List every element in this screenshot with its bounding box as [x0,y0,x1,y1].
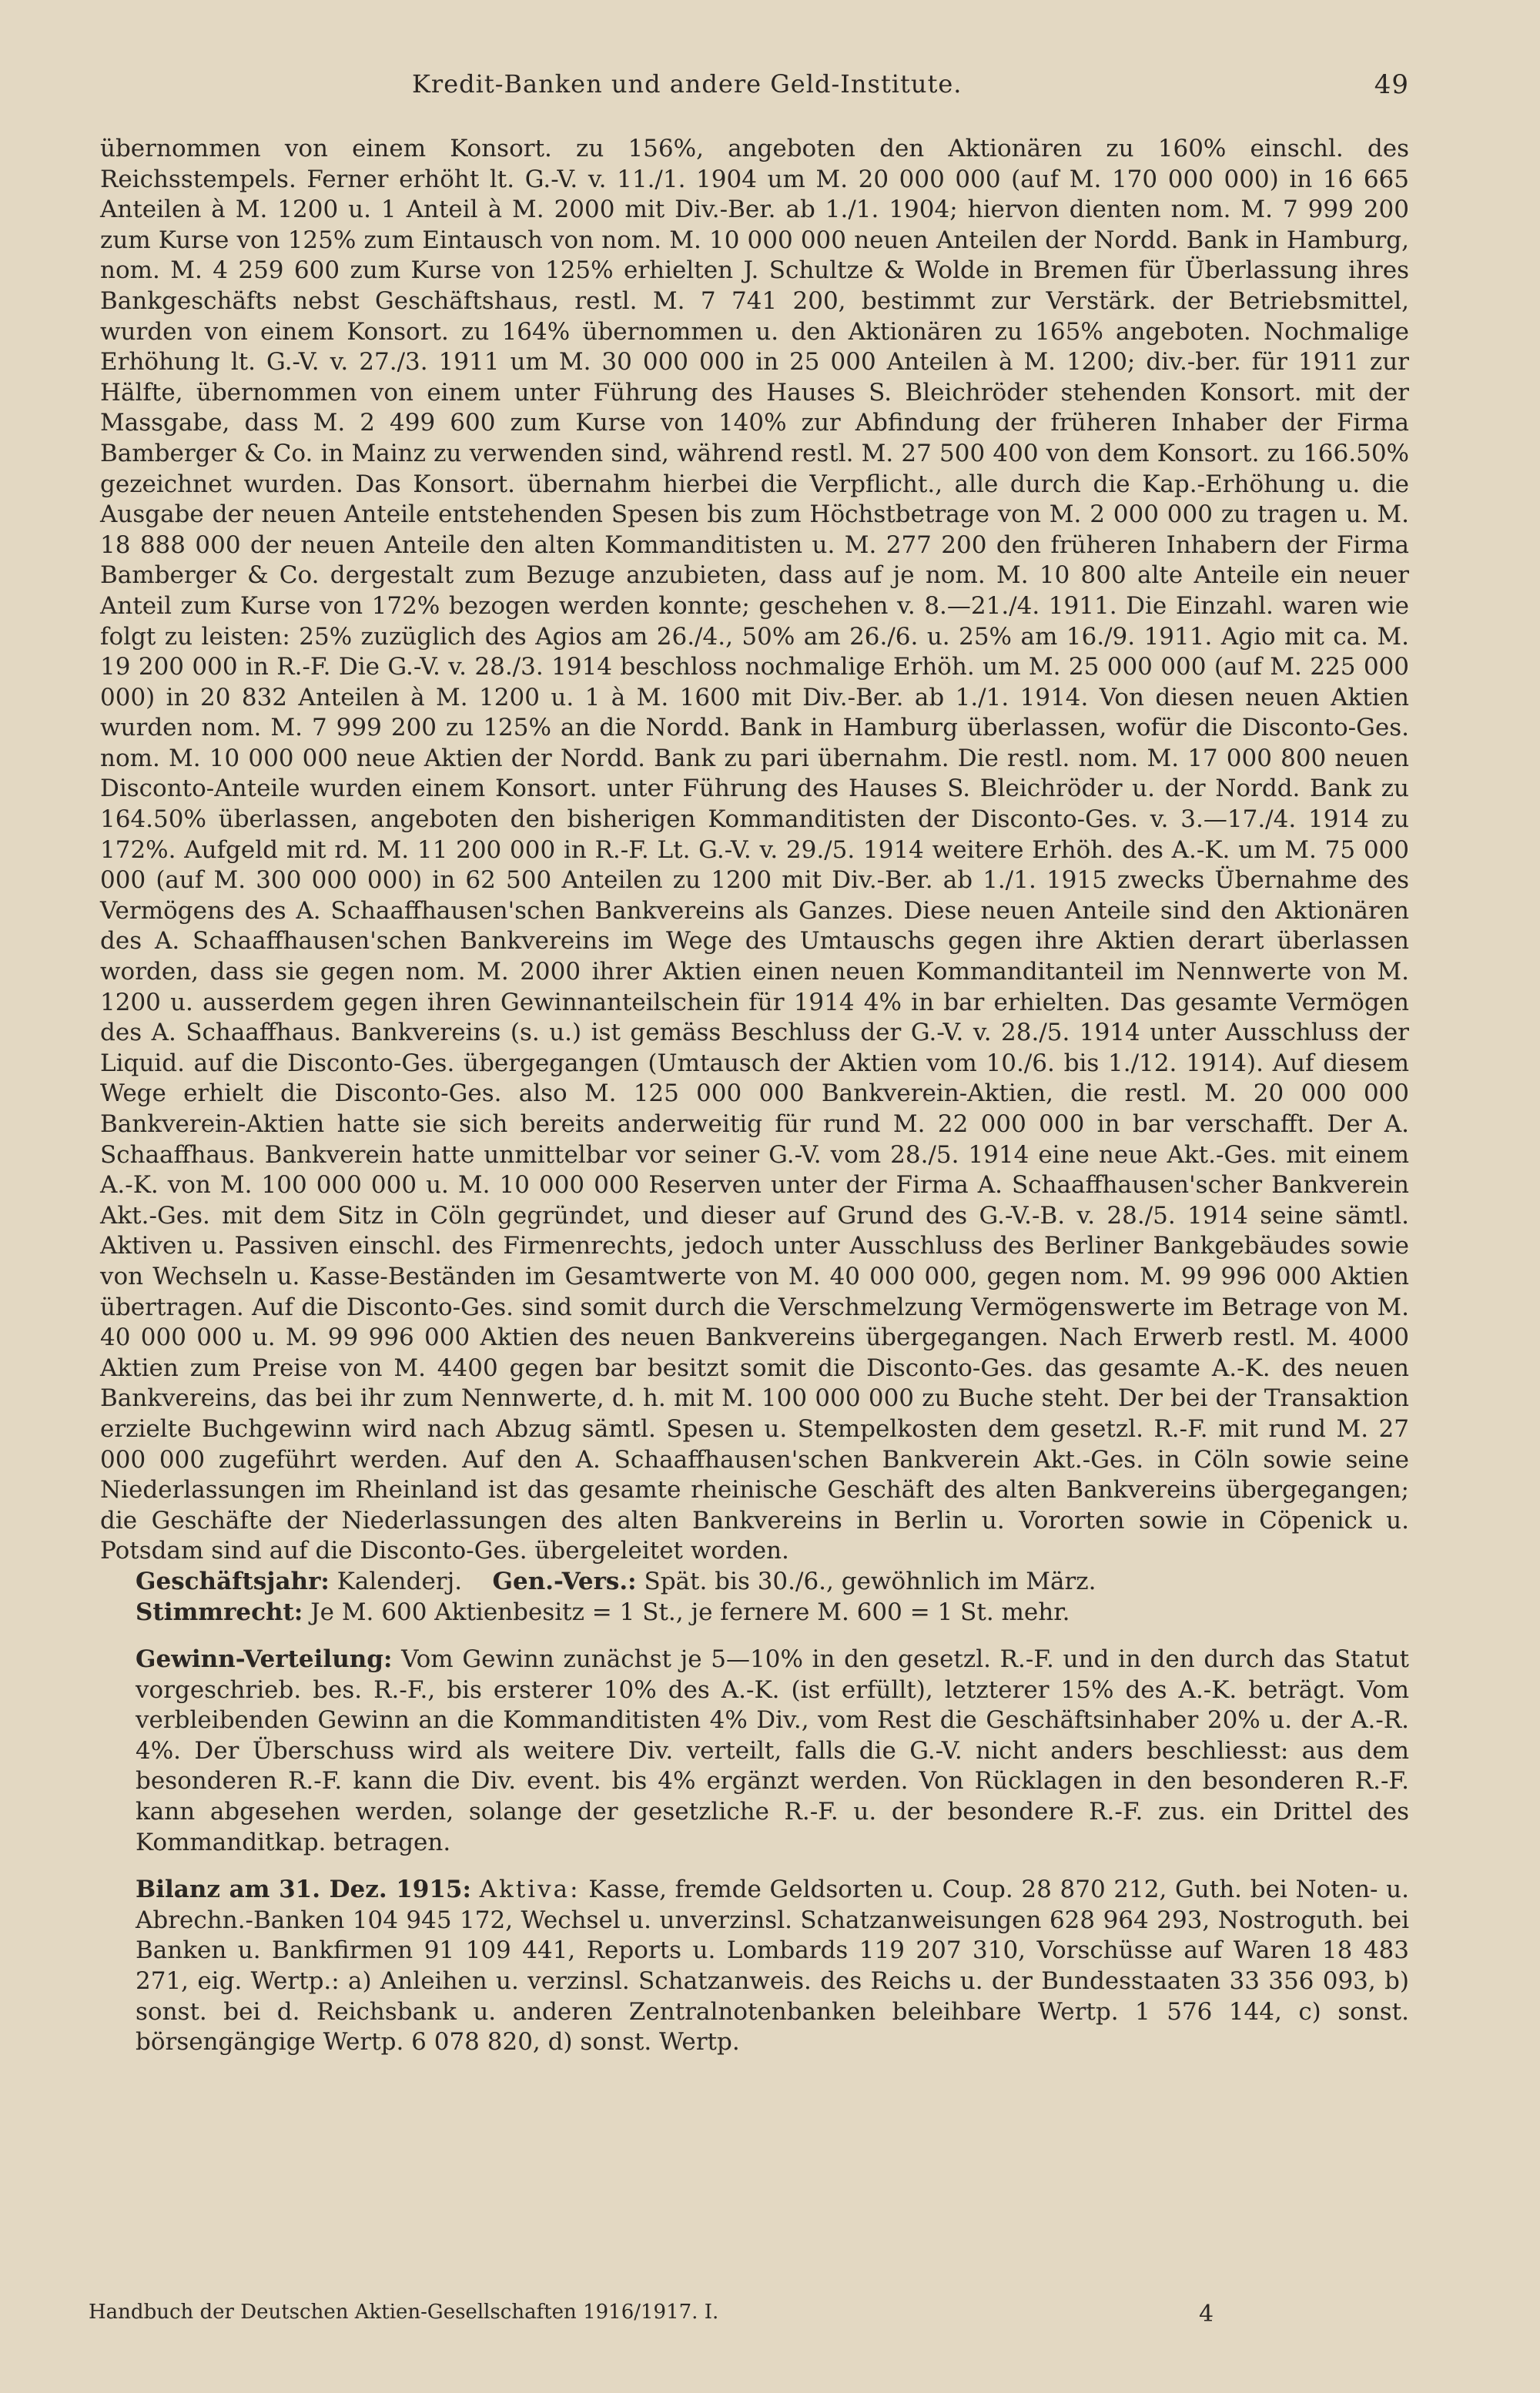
balance-paragraph [100,1875,1409,2058]
fiscal-year-label: Geschäftsjahr: [136,1567,330,1595]
balance-label: Bilanz am 31. Dez. 1915: [136,1876,471,1904]
history-paragraph: übernommen von einem Konsort. zu 156%, angeboten den Aktionären zu 160% einschl. des Reichsstempels. Ferner erhöht lt. G.-V. v. 11./1. 1904 um M. 20 000 000 (auf M. 170 000 000) in 16 665 Anteilen à M. 1200 u. 1 Anteil à M. 2000 mit Div.-Ber. ab 1./1. 1904; hiervon dienten nom. M. 7 999 200 zum Kurse von 125% zum Eintausch von nom. M. 10 000 000 neuen Anteilen der Nordd. Bank in Hamburg, nom. M. 4 259 600 zum Kurse von 125% erhielten J. Schultze & Wolde in Bremen für Überlassung ihres Bankgeschäfts nebst Geschäftshaus, restl. M. 7 741 200, bestimmt zur Verstärk. der Betriebsmittel, wurden von einem Konsort. zu 164% übernommen u. den Aktionären zu 165% angeboten. Nochmalige Erhöhung lt. G.-V. v. 27./3. 1911 um M. 30 000 000 in 25 000 Anteilen à M. 1200; div.-ber. für 1911 zur Hälfte, übernommen von einem unter Führung des Hauses S. Bleichröder stehenden Konsort. mit der Massgabe, dass M. 2 499 600 zum Kurse von 140% zur Abfindung der früheren Inhaber der Firma Bamberger & Co. in Mainz zu verwenden sind, während restl. M. 27 500 400 von dem Konsort. zu 166.50% gezeichnet wurden. Das Konsort. übernahm hierbei die Verpflicht., alle durch die Kap.-Erhöhung u. die Ausgabe der neuen Anteile entstehenden Spesen bis zum Höchstbetrage von M. 2 000 000 zu tragen u. M. 18 888 000 der neuen Anteile den alten Kommanditisten u. M. 277 200 den früheren Inhabern der Firma Bamberger & Co. dergestalt zum Bezuge anzubieten, dass auf je nom. M. 10 800 alte Anteile ein neuer Anteil zum Kurse von 172% bezogen werden konnte; geschehen v. 8.—21./4. 1911. Die Einzahl. waren wie folgt zu leisten: 25% zuzüglich des Agios am 26./4., 50% am 26./6. u. 25% am 16./9. 1911. Agio mit ca. M. 19 200 000 in R.-F. Die G.-V. v. 28./3. 1914 beschloss nochmalige Erhöh. um M. 25 000 000 (auf M. 225 000 000) in 20 832 Anteilen à M. 1200 u. 1 à M. 1600 mit Div.-Ber. ab 1./1. 1914. Von diesen neuen Aktien wurden nom. M. 7 999 200 zu 125% an die Nordd. Bank in Hamburg überlassen, wofür die Disconto-Ges. nom. M. 10 000 000 neue Aktien der Nordd. Bank zu pari übernahm. Die restl. nom. M. 17 000 800 neuen Disconto-Anteile wurden einem Konsort. unter Führung des Hauses S. Bleichröder u. der Nordd. Bank zu 164.50% überlassen, angeboten den bisherigen Kommanditisten der Disconto-Ges. v. 3.—17./4. 1914 zu 172%. Aufgeld mit rd. M. 11 200 000 in R.-F. Lt. G.-V. v. 29./5. 1914 weitere Erhöh. des A.-K. um M. 75 000 000 (auf M. 300 000 000) in 62 500 Anteilen zu 1200 mit Div.-Ber. ab 1./1. 1915 zwecks Übernahme des Vermögens des A. Schaaffhausen'schen Bankvereins als Ganzes. Diese neuen Anteile sind den Aktionären des A. Schaaffhausen'schen Bankvereins im Wege des Umtauschs gegen ihre Aktien derart überlassen worden, dass sie gegen nom. M. 2000 ihrer Aktien einen neuen Kommanditanteil im Nennwerte von M. 1200 u. ausserdem gegen ihren Gewinnanteilschein für 1914 4% in bar erhielten. Das gesamte Vermögen des A. Schaaffhaus. Bankvereins (s. u.) ist gemäss Beschluss der G.-V. v. 28./5. 1914 unter Ausschluss der Liquid. auf die Disconto-Ges. übergegangen (Umtausch der Aktien vom 10./6. bis 1./12. 1914). Auf diesem Wege erhielt die Disconto-Ges. also M. 125 000 000 Bankverein-Aktien, die restl. M. 20 000 000 Bankverein-Aktien hatte sie sich bereits anderweitig für rund M. 22 000 000 in bar verschafft. Der A. Schaaffhaus. Bankverein hatte unmittelbar vor seiner G.-V. vom 28./5. 1914 eine neue Akt.-Ges. mit einem A.-K. von M. 100 000 000 u. M. 10 000 000 Reserven unter der Firma A. Schaaffhausen'scher Bankverein Akt.-Ges. mit dem Sitz in Cöln gegründet, und dieser auf Grund des G.-V.-B. v. 28./5. 1914 seine sämtl. Aktiven u. Passiven einschl. des Firmenrechts, jedoch unter Ausschluss des Berliner Bankgebäudes sowie von Wechseln u. Kasse-Beständen im Gesamtwerte von M. 40 000 000, gegen nom. M. 99 996 000 Aktien übertragen. Auf die Disconto-Ges. sind somit durch die Verschmelzung Vermögenswerte im Betrage von M. 40 000 000 u. M. 99 996 000 Aktien des neuen Bankvereins übergegangen. Nach Erwerb restl. M. 4000 Aktien zum Preise von M. 4400 gegen bar besitzt somit die Disconto-Ges. das gesamte A.-K. des neuen Bankvereins, das bei ihr zum Nennwerte, d. h. mit M. 100 000 000 zu Buche steht. Der bei der Transaktion erzielte Buchgewinn wird nach Abzug sämtl. Spesen u. Stempelkosten dem gesetzl. R.-F. mit rund M. 27 000 000 zugeführt werden. Auf den A. Schaaffhausen'schen Bankverein Akt.-Ges. in Cöln sowie seine Niederlassungen im Rheinland ist das gesamte rheinische Geschäft des alten Bankvereins übergegangen; die Geschäfte der Niederlassungen des alten Bankvereins in Berlin u. Vororten sowie in Cöpenick u. Potsdam sind auf die Disconto-Ges. übergeleitet worden. [100,135,1409,1565]
balance-text: Kasse, fremde Geldsorten u. Coup. 28 870 212, Guth. bei Noten- u. Abrechn.-Banken 104 945 172, Wechsel u. unverzinsl. Schatzanweisungen 628 964 293, Nostroguth. bei Banken u. Bankfirmen 91 109 441, Reports u. Lombards 119 207 310, Vorschüsse auf Waren 18 483 271, eig. Wertp.: a) Anleihen u. verzinsl. Schatzanweis. des Reichs u. der Bundesstaaten 33 356 093, b) sonst. bei d. Reichsbank u. anderen Zentralnotenbanken beleihbare Wertp. 1 576 144, c) sonst. börsengängige Wertp. 6 078 820, d) sonst. Wertp. [136,1876,1409,2057]
handbook-title: Handbuch der Deutschen Aktien-Gesellschaften 1916/1917. I. [89,2301,719,2324]
fiscal-year-line [100,1567,1409,1598]
general-meeting-label: Gen.-Vers.: [492,1567,637,1595]
page-footer [89,2301,1409,2331]
signature-mark: 4 [1199,2301,1214,2328]
general-meeting-text: Spät. bis 30./6., gewöhnlich im März. [644,1567,1096,1595]
profit-paragraph [100,1645,1409,1858]
running-head [100,69,1409,112]
profit-text: Vom Gewinn zunächst je 5—10% in den gesetzl. R.-F. und in den durch das Statut vorgeschrieb. bes. R.-F., bis ersterer 10% des A.-K. (ist erfüllt), letzterer 15% des A.-K. beträgt. Vom verbleibenden Gewinn an die Kommanditisten 4% Div., vom Rest die Geschäftsinhaber 20% u. der A.-R. 4%. Der Überschuss wird als weitere Div. verteilt, falls die G.-V. nicht anders beschliesst: aus dem besonderen R.-F. kann die Div. event. bis 4% ergänzt werden. Von Rücklagen in den besonderen R.-F. kann abgesehen werden, solange der gesetzliche R.-F. u. der besondere R.-F. zus. ein Drittel des Kommanditkap. betragen. [136,1645,1409,1856]
page-number: 49 [1374,69,1409,100]
running-title: Kredit-Banken und andere Geld-Institute. [412,69,962,99]
voting-line [100,1598,1409,1628]
profit-label: Gewinn-Verteilung: [136,1645,393,1674]
body-text [100,134,1409,2058]
balance-assets-label: Aktiva: [479,1876,581,1904]
voting-text: Je M. 600 Aktienbesitz = 1 St., je fernere M. 600 = 1 St. mehr. [310,1598,1070,1626]
fiscal-year-text: Kalenderj. [336,1567,463,1595]
voting-label: Stimmrecht: [136,1598,303,1626]
